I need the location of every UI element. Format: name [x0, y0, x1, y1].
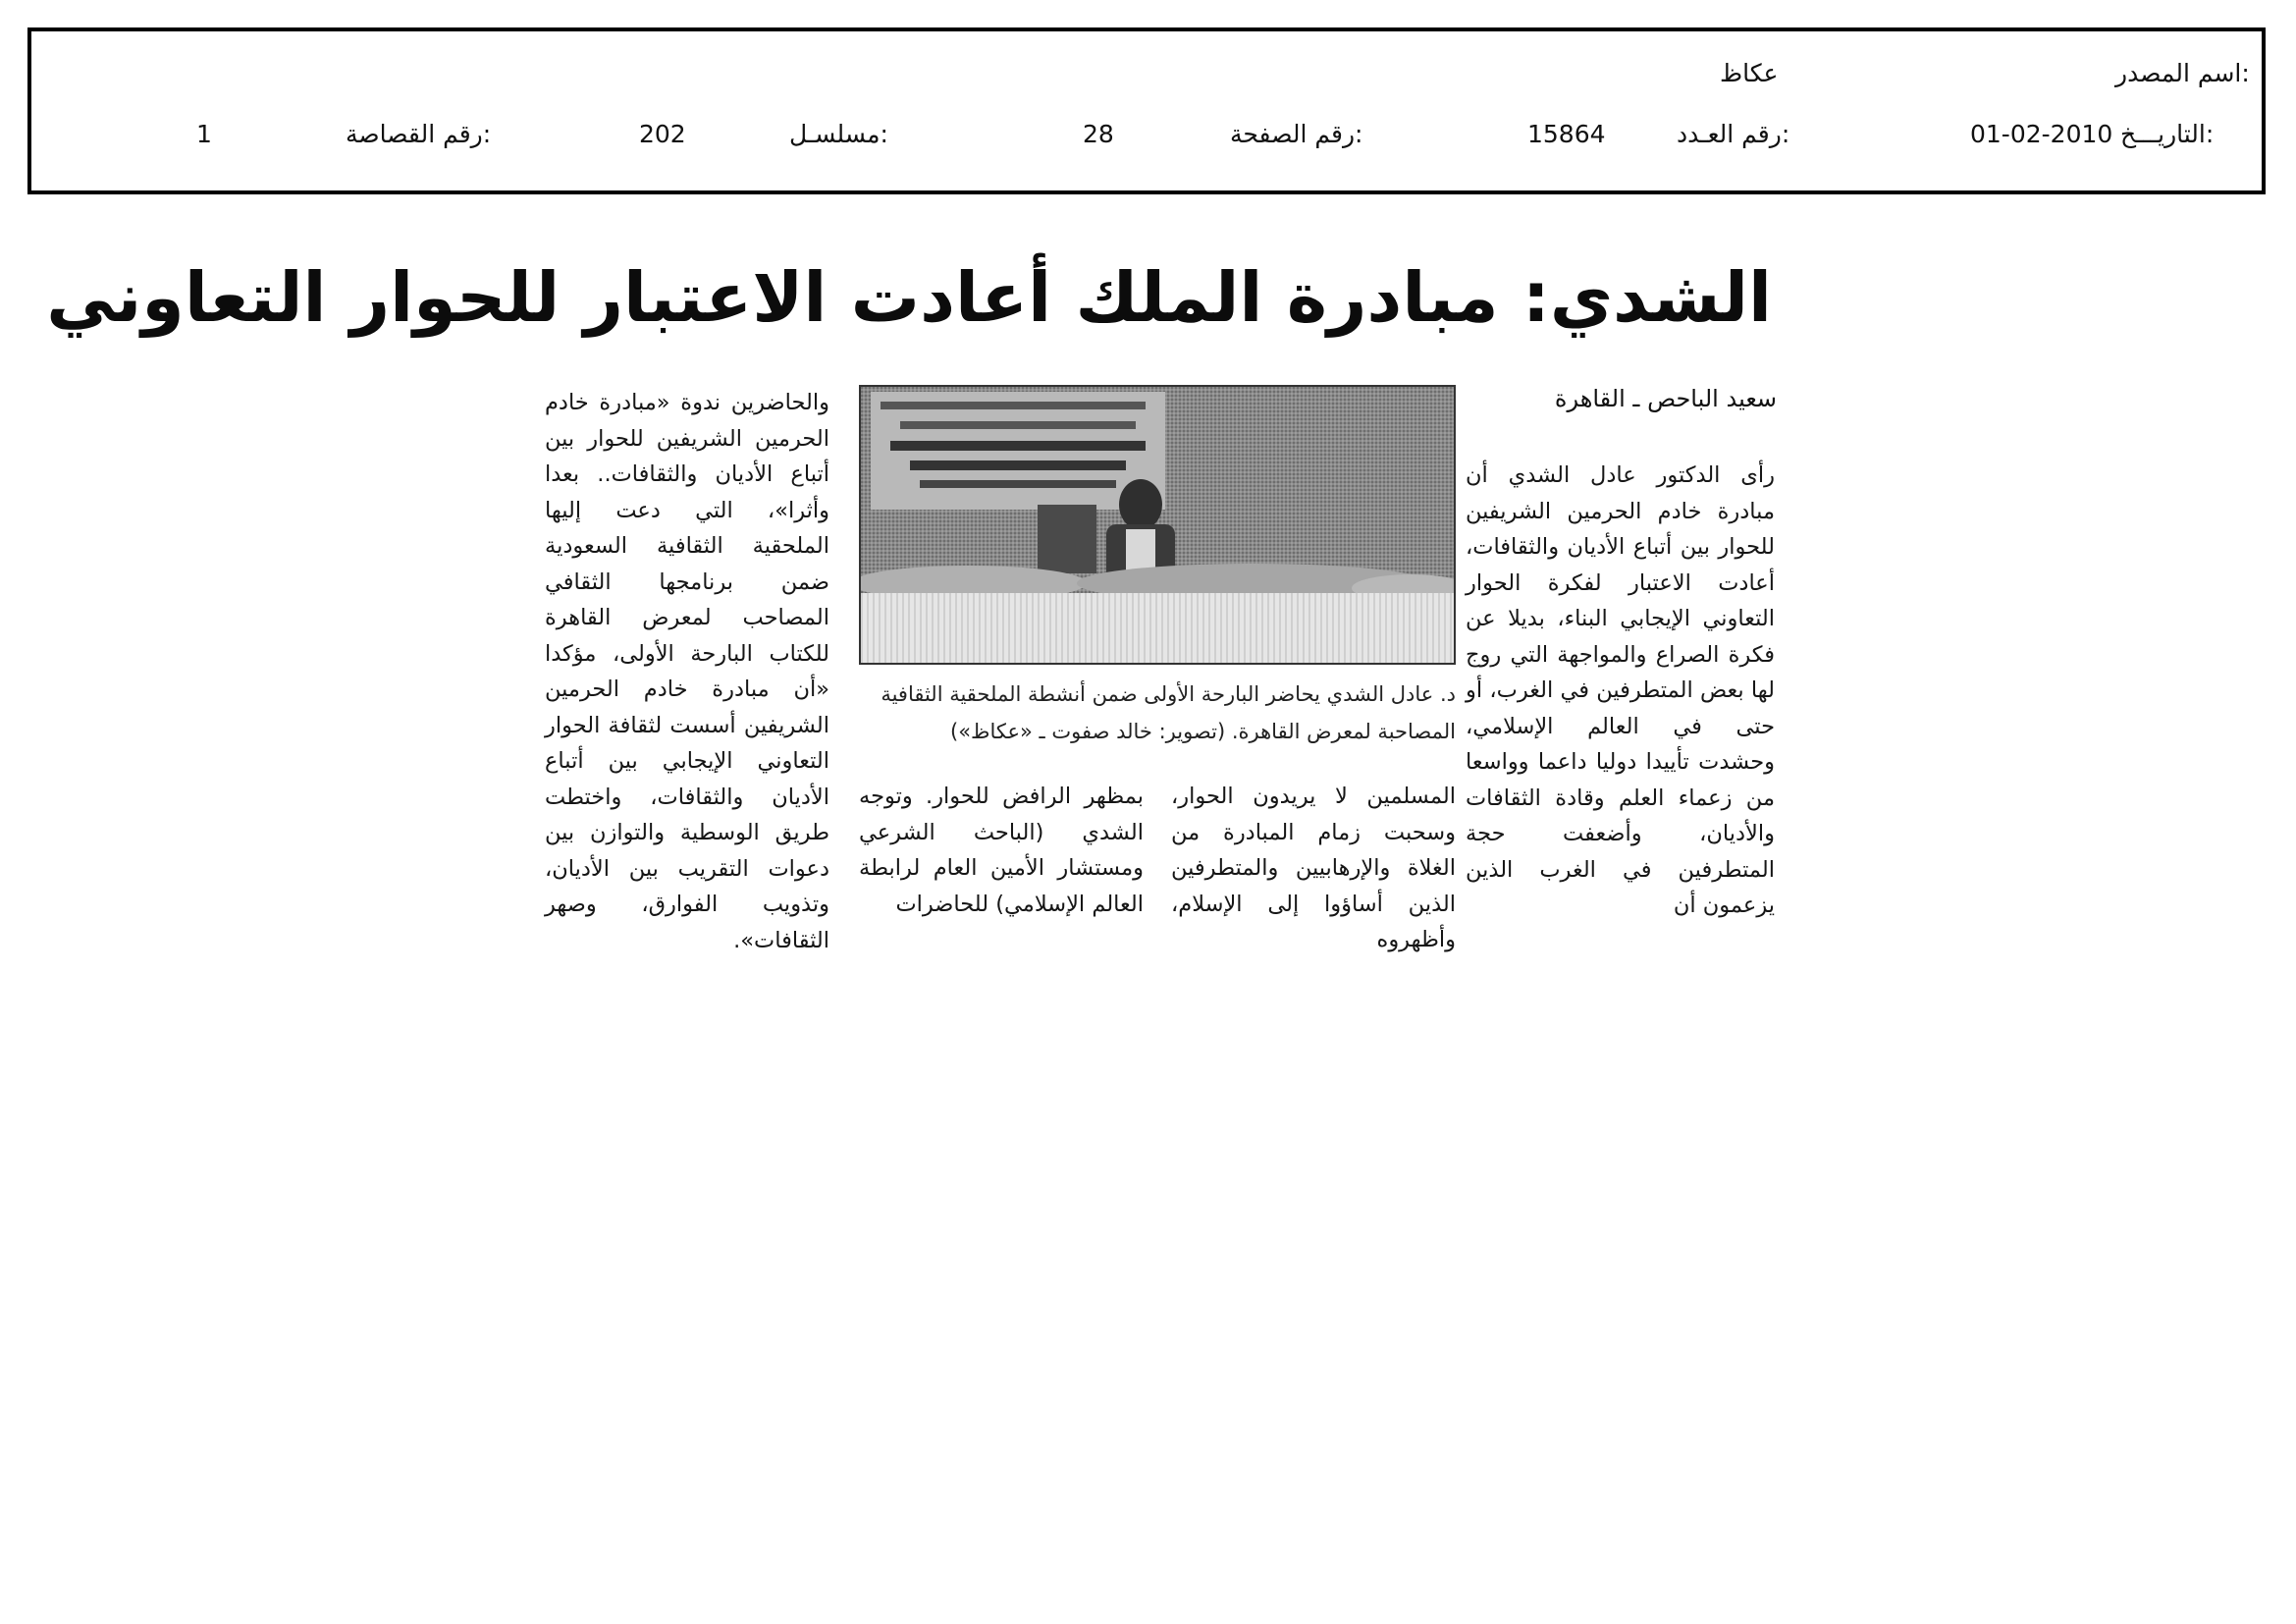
page-label: رقم الصفحة: [1230, 120, 1363, 148]
page-value: 28 [1083, 120, 1114, 148]
issue-value: 15864 [1527, 120, 1606, 148]
article-column-2: المسلمين لا يريدون الحوار، وسحبت زمام المبادرة من الغلاة والإرهابيين والمتطرفين الذين أساؤوا إلى الإسلام، وأظهروه [1171, 784, 1456, 952]
source-label: اسم المصدر: [2115, 59, 2250, 87]
photo-caption-line-1: د. عادل الشدي يحاضر البارحة الأولى ضمن أنشطة الملحقية الثقافية [881, 682, 1456, 706]
source-value: عكاظ [1720, 59, 1779, 87]
issue-label: رقم العـدد: [1677, 120, 1790, 148]
clipping-header-box [27, 27, 2266, 194]
photo-caption-line-2: المصاحبة لمعرض القاهرة. (تصوير: خالد صفوت ـ «عكاظ») [950, 720, 1456, 743]
serial-value: 202 [639, 120, 686, 148]
date-label: التاريـــخ: [2120, 120, 2215, 148]
date-value: 01-02-2010 [1970, 120, 2113, 148]
article-column-3: بمظهر الرافض للحوار. وتوجه الشدي (الباحث الشرعي ومستشار الأمين العام لرابطة العالم الإسلامي) للحاضرات [859, 784, 1144, 917]
serial-label: مسلسـل: [789, 120, 888, 148]
lecturer-photo-image [861, 387, 1454, 663]
clip-label: رقم القصاصة: [346, 120, 492, 148]
article-column-4: والحاضرين ندوة «مبادرة خادم الحرمين الشريفين للحوار بين أتباع الأديان والثقافات.. بعدا وأثرا»، التي دعت إليها الملحقية الثقافية السعودية ضمن برنامجها الثقافي المصاحب لمعرض القاهرة للكتاب البارحة الأولى، مؤكدا «أن مبادرة خادم الحرمين الشريفين أسست لثقافة الحوار التعاوني الإيجابي بين أتباع الأديان والثقافات، واختطت طريق الوسطية والتوازن بين دعوات التقريب بين الأديان، وتذويب الفوارق، وصهر الثقافات». [545, 390, 829, 953]
article-headline: الشدي: مبادرة الملك أعادت الاعتبار للحوار التعاوني [46, 257, 1772, 338]
article-byline: سعيد الباحص ـ القاهرة [1554, 385, 1777, 412]
clip-value: 1 [196, 120, 212, 148]
article-column-1: رأى الدكتور عادل الشدي أن مبادرة خادم الحرمين الشريفين للحوار بين أتباع الأديان والثقافات، أعادت الاعتبار لفكرة الحوار التعاوني الإيجابي البناء، بديلا عن فكرة الصراع والمواجهة التي روج لها بعض المتطرفين في الغرب، أو حتى في العالم الإسلامي، وحشدت تأييدا دوليا داعما وواسعا من زعماء العلم وقادة الثقافات والأديان، وأضعفت حجة المتطرفين في الغرب الذين يزعمون أن [1466, 462, 1775, 918]
article-photo [859, 385, 1456, 665]
